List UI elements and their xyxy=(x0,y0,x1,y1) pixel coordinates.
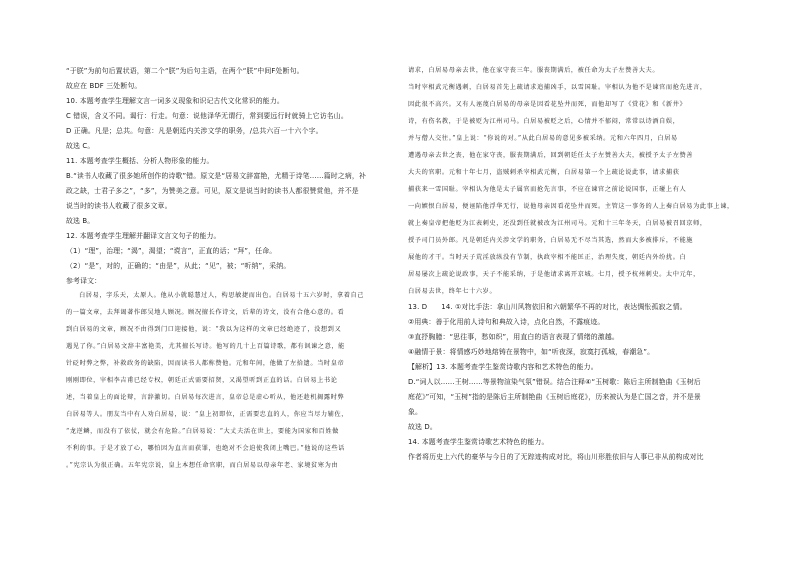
right-text-line: 因此很不高兴。又有人诬蔑白居易的母亲是因看花坠井而死，而他却写了《赏花》和《新井》 xyxy=(408,101,687,108)
right-text-line: 当时宰相武元衡遇刺，白居易首先上疏请求追捕凶手，以雪国耻。宰相认为他不是谏官而抢先进言， xyxy=(408,84,707,91)
left-text-line: 11. 本题考查学生概括、分析人物形象的能力。 xyxy=(66,157,214,165)
right-text-line: 遭遇母亲去世之丧，他在家守丧，服丧期满后，回到朝廷任太子左赞善大夫，被授予太子左赞善 xyxy=(408,152,694,159)
left-text-line: B.“读书人收藏了很多她所创作的诗歌”错。原文是“居易文辞富艳，尤精于诗笔……篇时之病，补 xyxy=(66,172,366,180)
right-text-line: 14. 本题考查学生鉴赏诗歌艺术特色的能力。 xyxy=(408,438,549,446)
left-text-line: 12. 本题考查学生理解并翻译文言文句子的能力。 xyxy=(66,232,221,240)
left-text-line: D 正确。凡是；总共。句意：凡是朝廷内关涉文学的职务，/总共六百一十六个字。 xyxy=(66,127,323,135)
right-text-line: ④融情于景：将情感巧妙地熔铸在景物中，如“听夜深，寂寞打孤城，春潮急”。 xyxy=(408,348,655,356)
right-text-line: 庭花》”可知，“玉树”指的是陈后主所制艳曲《玉树后庭花》，历来被认为是亡国之音，并不是景 xyxy=(408,393,701,401)
left-text-line: 。”宪宗认为很正确。五年宪宗说，皇上本想任命官职，而白居易以母亲年老、家境贫寒为由 xyxy=(66,462,339,469)
left-text-line: C 错误，含义不同。谒行：行走。句意：说他泽华无谓行，常到要远行时就骑上它访名山。 xyxy=(66,112,348,120)
right-text-line: 授予司门员外郎。凡是朝廷内关涉文学的职务，白居易无不尽当其选，然而大多被排斥，不能施 xyxy=(408,237,694,244)
right-text-line: 白居易去世，终年七十六岁。 xyxy=(408,288,497,295)
left-text-line: 刚刚即位，宰相李吉甫已经专权，朝廷正式需要招贤，又渴望听到正直的话。白居易上书论 xyxy=(66,377,338,384)
right-text-line: 【解析】13. 本题考查学生鉴赏诗歌内容和艺术特色的能力。 xyxy=(408,363,598,371)
left-text-line: 故选 C。 xyxy=(66,142,95,150)
right-text-line: 象。 xyxy=(408,408,423,416)
right-text-line: 并与僧人交往。”皇上说：“你说的对。”从此白居易的意见多被采纳。元和六年四月，白居易 xyxy=(408,135,678,142)
left-text-line: 到白居易的文章，顾况不由得到门口迎接他，说：“我以为这样的文章已经绝迹了，没想到又 xyxy=(66,326,342,333)
left-text-line: 针砭时弊之弊，补救政务的缺陷，因而读书人都称赞他。元和年间，他做了左拾遗。当时皇帝 xyxy=(66,360,345,367)
left-text-line: 10. 本题考查学生理解文言一词多义现象和识记古代文化常识的能力。 xyxy=(66,97,284,105)
left-text-line: “于朕”为前句后置状语，第二个“朕”为后句主语，在两个“朕”中间F处断句。 xyxy=(66,67,304,75)
right-text-line: 请求，白居易母亲去世，他在家守丧三年。服丧期满后，被任命为太子左赞善大夫。 xyxy=(408,67,660,74)
right-text-line: 居易屡次上疏论说政事，天子不能采纳，于是他请求离开京城。七月，授予杭州刺史。太中元年， xyxy=(408,271,700,278)
left-text-line: （2）“是”，对的，正确的；“由是”，从此；“见”，被；“听纳”，采纳。 xyxy=(66,262,291,270)
right-text-line: 故选 D。 xyxy=(408,423,437,431)
right-text-line: 就上奏皇帝把他贬为江表刺史，还没到任就被改为江州司马。元和十三年冬天，白居易被召回京师， xyxy=(408,220,707,227)
right-text-line: 作者将历史上六代的豪华与今日的了无踪迹构成对比，将山川形胜依旧与人事已非从前构成对比 xyxy=(408,453,704,461)
right-text-line: 捕获来一雪国耻。宰相认为他是太子属官而抢先言事，不应在谏官之前论说国事，正碰上有人 xyxy=(408,186,687,193)
left-text-line: “龙逆鳞，而没有了依仗，就会有危险。”白居易说：“大丈夫活在世上，要能为国家和百姓做 xyxy=(66,428,339,435)
left-text-line: （1）“理”，治理；“渴”，渴望；“谠言”，正直的话；“拜”，任命。 xyxy=(66,247,277,255)
right-text-line: D.“词人以……王树……等景物渲染气氛”错误。结合注释④“玉树歌：陈后主所制艳曲《玉树后 xyxy=(408,378,701,386)
right-text-line: 展他的才干。当时天子荒淫放纵没有节制，执政宰相不能匡正，治理失度，朝廷内外纷扰。白 xyxy=(408,254,687,261)
left-text-line: 白居易，字乐天，太原人。他从小就聪慧过人，构思敏捷而出色。白居易十五六岁时，拿着自己 xyxy=(79,292,365,299)
left-text-line: 说当时的读书人收藏了很多文章。 xyxy=(66,202,172,210)
left-text-line: 故选 B。 xyxy=(66,217,95,225)
left-text-line: 白居易等人。朋友当中有人劝白居易，说：“皇上初即位，正需要忠直的人，你应当尽力辅佐， xyxy=(66,411,349,418)
right-text-line: 诗，有伤名教，于是被贬为江州司马。白居易被贬之后，心情并不郁闷，常常以诗酒自娱， xyxy=(408,118,680,125)
right-text-line: ③直抒胸臆：“思往事，愁如织”，用直白的语言表现了情绪的激越。 xyxy=(408,333,619,341)
left-text-line: 参考译文： xyxy=(66,277,102,285)
left-text-line: 述，当着皇上的面论辩，言辞激切。白居易每次进言，皇帝总是虚心听从，他还趁机揭露时弊 xyxy=(66,394,345,401)
right-text-line: ②用典：善于化用前人诗句和典故入诗，点化自然，不露痕迹。 xyxy=(408,318,605,326)
right-text-line: 13. D 14. ①对比手法：拿山川风物依旧和六朝繁华不再的对比，表达惆怅孤寂之情。 xyxy=(408,303,687,311)
right-text-line: 一向嫉恨白居易，便诬陷他浮华无行，说他母亲因看花坠井而死。主管这一事务的人上奏白居易为此事上谏， xyxy=(408,203,734,210)
left-text-line: 的一篇文章，去拜谒著作郎吴地人顾况。顾况擅长作诗文，后辈的诗文，没有合他心意的。看 xyxy=(66,309,345,316)
left-text-line: 不利的事。于是才放了心，哪怕因为直言而获罪，也绝对不会迫使我闭上嘴巴。”他说的这些话 xyxy=(66,445,345,452)
left-text-line: 政之缺，士君子多之”，“多”，为赞美之意。可见，原文是说当时的读书人都很赞赏他，并不是 xyxy=(66,187,359,195)
right-text-line: 大夫的官职。元和十年七月，盗贼刺杀宰相武元衡，白居易第一个上疏论说此事，请求捕获 xyxy=(408,169,680,176)
left-text-line: 故应在 BDF 三处断句。 xyxy=(66,82,142,90)
left-text-line: 遇见了你。”白居易文辞丰富艳美，尤其擅长写诗。他写的几十上百篇诗歌，都有讽谏之意，能 xyxy=(66,343,345,350)
